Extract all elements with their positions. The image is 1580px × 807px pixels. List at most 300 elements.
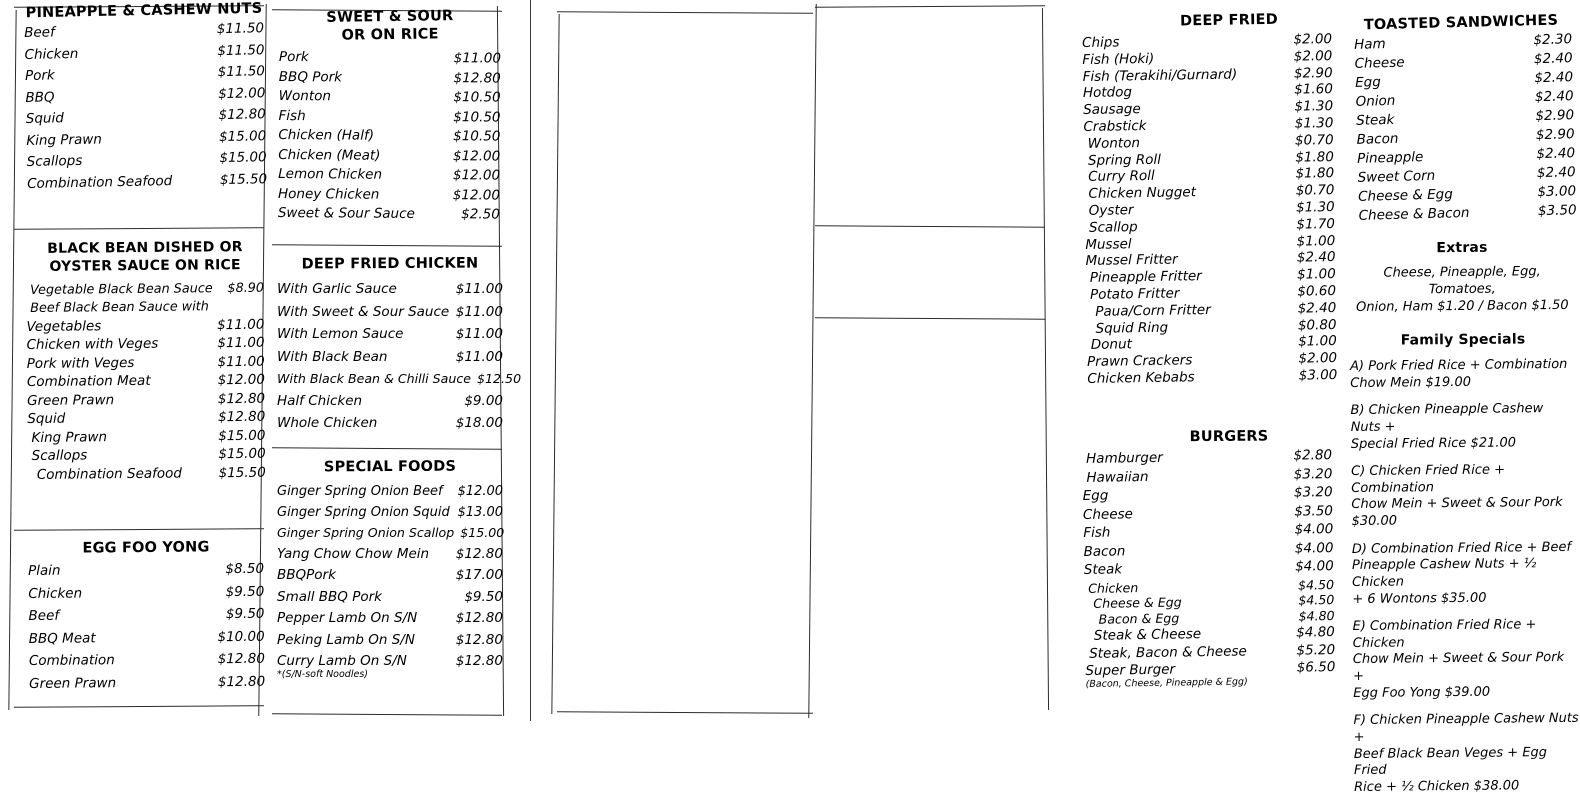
menu-item[interactable] (278, 168, 500, 183)
item-price: $1.80 (1295, 165, 1335, 183)
item-name: Egg (1354, 74, 1382, 92)
section-title: Family Specials (1400, 331, 1526, 349)
item-price: $12.00 (217, 84, 266, 102)
section-title: TOASTED SANDWICHES (1363, 12, 1559, 34)
item-name: Chips (1081, 34, 1120, 52)
item-price: $2.00 (1293, 31, 1333, 48)
section-title: DEEP FRIED (1179, 11, 1279, 30)
item-price: $0.70 (1294, 131, 1334, 149)
item-name: Vegetables (26, 317, 102, 335)
item-name: Hawaiian (1086, 468, 1149, 486)
item-name: Cheese (1082, 505, 1134, 523)
menu-item[interactable] (1082, 465, 1333, 486)
menu-item[interactable] (26, 170, 268, 192)
item-price: $10.00 (217, 628, 265, 645)
item-name: With Garlic Sauce (277, 281, 397, 298)
item-price: $12.80 (453, 69, 501, 87)
item-name: Beef Black Bean Sauce with (30, 299, 209, 316)
family-special-item[interactable]: F) Chicken Pineapple Cashew Nuts + Beef Black Bean Veges + Egg Fried Rice + ½ Chicken $38.00 (1353, 710, 1579, 795)
section-sweet-and-sour (279, 8, 501, 221)
item-name: Steak & Cheese (1093, 626, 1202, 645)
item-name: BBQ Pork (278, 68, 343, 86)
section-special-foods (277, 458, 503, 680)
item-price: $3.20 (1293, 465, 1333, 483)
item-price: $12.80 (455, 653, 503, 670)
menu-item[interactable] (1083, 523, 1333, 540)
menu-item[interactable] (277, 485, 503, 498)
item-price: $2.40 (1533, 50, 1573, 68)
item-price: $12.80 (217, 673, 266, 690)
item-name: Yang Chow Chow Mein (277, 545, 430, 562)
menu-item[interactable] (278, 129, 500, 144)
item-price: $1.70 (1296, 215, 1336, 233)
menu-item[interactable] (26, 127, 267, 149)
item-name: Ginger Spring Onion Beef (277, 484, 443, 500)
page-left-edge (551, 14, 559, 714)
menu-item[interactable] (277, 371, 522, 387)
family-special-item[interactable]: C) Chicken Fried Rice + Combination Chow Mein + Sweet & Sour Pork $30.00 (1351, 462, 1563, 529)
menu-item[interactable] (1082, 449, 1332, 466)
item-price: $2.30 (1533, 31, 1573, 49)
menu-item[interactable] (1087, 369, 1337, 386)
item-name: Pork with Veges (26, 354, 135, 372)
item-name: Combination Meat (26, 372, 151, 391)
item-list (1350, 33, 1577, 223)
menu-item[interactable] (278, 146, 501, 165)
item-name: Fish (1083, 524, 1111, 542)
menu-item[interactable] (277, 328, 503, 342)
menu-page-left (0, 0, 522, 721)
menu-item[interactable] (1354, 204, 1576, 223)
item-name: Onion (1355, 92, 1396, 110)
menu-item[interactable] (26, 108, 266, 126)
item-price: $12.80 (217, 390, 266, 407)
item-price: $4.00 (1295, 558, 1334, 575)
item-price: $13.00 (457, 505, 503, 521)
menu-item[interactable] (277, 527, 503, 540)
item-list (277, 281, 522, 432)
item-name: Prawn Crackers (1086, 352, 1193, 371)
menu-item[interactable] (1350, 52, 1572, 71)
item-name: King Prawn (31, 428, 108, 446)
item-price: $8.90 (227, 280, 265, 297)
item-price: $11.00 (455, 303, 503, 320)
section-title: BURGERS (1189, 428, 1269, 446)
menu-item[interactable] (28, 605, 265, 625)
item-name: Steak (1355, 111, 1395, 129)
top-edge-rule-a (557, 11, 813, 14)
menu-item[interactable] (1084, 594, 1334, 611)
menu-item[interactable] (27, 151, 267, 169)
item-price: $1.00 (1296, 232, 1336, 250)
item-price: $12.50 (477, 371, 522, 387)
item-price: $3.20 (1293, 484, 1333, 501)
item-price: $9.50 (225, 583, 265, 600)
family-specials-list (1350, 356, 1580, 796)
item-price: $12.80 (455, 545, 503, 562)
item-price: $12.00 (452, 186, 501, 204)
menu-item[interactable] (1352, 109, 1574, 128)
item-price: $9.50 (225, 605, 265, 623)
item-name: Combination Seafood (36, 465, 183, 483)
item-price: $12.00 (452, 167, 501, 184)
item-name: Chicken (Half) (278, 127, 375, 144)
item-price: $11.00 (217, 353, 265, 370)
menu-item[interactable] (24, 22, 264, 40)
item-name: BBQ Meat (28, 629, 96, 647)
item-name: Hotdog (1082, 84, 1133, 102)
item-price: $2.90 (1535, 107, 1575, 125)
item-price: $2.40 (1536, 164, 1576, 182)
menu-item[interactable] (25, 65, 265, 83)
section-pineapple-cashew-nuts (23, 0, 268, 192)
item-name: With Black Bean & Chilli Sauce (277, 371, 472, 387)
bottom-edge-rule-a (557, 711, 813, 714)
section-burgers (1082, 428, 1336, 690)
item-price: $12.80 (217, 650, 265, 668)
page-separator (530, 0, 531, 721)
item-name: Chicken (1088, 579, 1139, 596)
item-name: Fish (Hoki) (1082, 50, 1155, 68)
item-name: Crabstick (1083, 118, 1147, 136)
item-name: Pepper Lamb On S/N (277, 610, 418, 627)
column-divider-right-page (808, 4, 816, 718)
item-name: Half Chicken (277, 392, 363, 409)
item-name: Beef (28, 607, 60, 625)
item-name: Honey Chicken (277, 185, 380, 203)
item-name: Cheese & Egg (1357, 186, 1454, 205)
item-name: Fish (278, 107, 306, 124)
menu-item[interactable] (27, 560, 265, 580)
item-price: $15.00 (460, 525, 505, 541)
menu-item[interactable] (277, 588, 503, 605)
menu-item[interactable] (1353, 147, 1575, 166)
menu-item[interactable] (1082, 502, 1334, 523)
item-list (27, 560, 266, 692)
item-price: $11.50 (217, 41, 265, 59)
menu-item[interactable] (1083, 539, 1334, 560)
item-name: Wonton (278, 88, 332, 105)
item-name: Sausage (1083, 101, 1141, 119)
section-footnote: (Bacon, Cheese, Pineapple & Egg) (1085, 676, 1248, 690)
item-name: Mussel Fritter (1085, 252, 1178, 270)
section-deep-fried (1081, 11, 1338, 388)
item-price: $10.50 (453, 128, 501, 145)
item-name: Cheese (1354, 54, 1405, 73)
item-name: Wonton (1087, 135, 1141, 152)
family-special-item[interactable]: D) Combination Fried Rice + Beef Pineapple Cashew Nuts + ½ Chicken + 6 Wontons $35.00 (1351, 539, 1572, 606)
item-name: Scallops (26, 152, 83, 171)
item-price: $12.00 (457, 484, 503, 500)
item-price: $12.80 (455, 610, 503, 627)
item-price: $12.00 (217, 371, 265, 389)
item-price: $12.00 (452, 147, 501, 165)
item-price: $1.00 (1296, 266, 1336, 283)
item-price: $10.50 (453, 89, 501, 106)
item-name: Sweet Corn (1357, 167, 1436, 186)
item-name: Green Prawn (27, 391, 115, 409)
section-family-specials (1350, 331, 1579, 807)
menu-item[interactable] (1085, 641, 1336, 662)
item-name: Pineapple Fritter (1089, 268, 1202, 287)
item-price: $2.80 (1293, 447, 1333, 464)
menu-item[interactable] (24, 41, 265, 63)
item-price: $4.80 (1296, 624, 1335, 642)
item-name: Scallops (31, 447, 88, 465)
item-price: $4.00 (1294, 521, 1334, 538)
menu-item[interactable] (27, 429, 265, 445)
menu-item[interactable] (1084, 560, 1334, 577)
item-name: Chicken Nugget (1088, 184, 1197, 203)
item-name: Ginger Spring Onion Scallop (277, 525, 455, 541)
item-price: $11.50 (217, 63, 266, 81)
item-price: $2.40 (1536, 145, 1576, 163)
left-page-column-b (271, 0, 522, 721)
item-name: Vegetable Black Bean Sauce (29, 281, 213, 298)
section-footnote: *(S/N-soft Noodles) (277, 668, 368, 680)
item-name: Pineapple (1356, 149, 1424, 167)
item-name: Peking Lamb On S/N (277, 631, 415, 648)
menu-item[interactable] (1085, 626, 1335, 643)
family-special-item[interactable]: B) Chicken Pineapple Cashew Nuts + Special Fried Rice $21.00 (1350, 400, 1544, 451)
menu-item[interactable] (26, 371, 265, 391)
menu-item[interactable] (28, 445, 266, 465)
menu-item[interactable] (277, 612, 503, 626)
item-price: $1.30 (1294, 115, 1334, 132)
item-name: Squid (27, 410, 66, 428)
item-name: Squid (25, 110, 65, 128)
item-name: Combination (28, 652, 115, 670)
item-name: Cheese & Egg (1093, 594, 1182, 612)
menu-item[interactable] (27, 408, 266, 428)
item-price: $15.50 (219, 170, 268, 188)
menu-item[interactable] (28, 650, 265, 670)
item-name: Super Burger (1085, 661, 1176, 680)
item-name: Egg (1082, 487, 1109, 505)
menu-item[interactable] (26, 318, 264, 334)
menu-item[interactable] (27, 355, 265, 371)
item-list (1082, 33, 1337, 386)
item-price: $15.50 (218, 464, 266, 481)
item-price: $10.50 (453, 108, 501, 126)
section-deep-fried-chicken (277, 255, 522, 432)
section-title: BLACK BEAN DISHED OR OYSTER SAUCE ON RICE (47, 239, 243, 275)
item-price: $9.00 (464, 392, 503, 409)
item-price: $2.40 (1297, 299, 1337, 317)
family-special-item[interactable]: A) Pork Fried Rice + Combination Chow Mein $19.00 (1350, 356, 1568, 391)
item-price: $4.80 (1298, 607, 1335, 624)
item-name: BBQPork (277, 567, 336, 584)
item-price: $3.00 (1298, 367, 1338, 384)
menu-item[interactable] (26, 334, 265, 354)
item-name: With Sweet & Sour Sauce (277, 303, 450, 320)
item-price: $11.00 (453, 50, 502, 67)
menu-item[interactable] (1351, 71, 1573, 90)
item-name: Hamburger (1085, 449, 1163, 468)
section-toasted-sandwiches (1350, 12, 1577, 224)
section-title: Extras (1436, 239, 1488, 257)
menu-item[interactable] (279, 90, 501, 105)
item-name: Scallop (1088, 219, 1138, 236)
item-price: $15.00 (219, 149, 267, 167)
menu-item[interactable] (277, 506, 503, 519)
item-name: Chicken (Meat) (278, 146, 381, 164)
item-name: Lemon Chicken (278, 166, 383, 183)
item-name: Ham (1353, 36, 1386, 54)
item-price: $11.00 (455, 348, 503, 365)
menu-item[interactable] (1352, 128, 1574, 147)
menu-item[interactable] (1354, 185, 1576, 204)
item-name: Squid Ring (1095, 319, 1169, 337)
item-list (277, 485, 503, 680)
menu-item[interactable] (278, 107, 501, 126)
menu-item[interactable] (26, 280, 265, 298)
section-egg-foo-yong (28, 539, 264, 691)
menu-item[interactable] (1350, 33, 1572, 52)
menu-item[interactable] (277, 185, 501, 204)
menu-item[interactable] (27, 392, 265, 408)
item-name: Chicken with Veges (26, 335, 159, 354)
item-price: $1.30 (1294, 98, 1334, 115)
item-list (278, 51, 501, 222)
item-price: $6.50 (1296, 659, 1336, 677)
item-price: $5.20 (1296, 641, 1336, 659)
menu-item[interactable] (277, 631, 503, 648)
menu-item[interactable] (278, 68, 501, 87)
item-name: Oyster (1088, 202, 1134, 220)
item-price: $0.60 (1297, 283, 1337, 300)
item-price: $1.00 (1298, 333, 1337, 351)
extras-description: Cheese, Pineapple, Egg, Tomatoes, Onion, Ham $1.20 / Bacon $1.50 (1356, 263, 1569, 315)
item-price: $17.00 (455, 567, 503, 584)
item-price: $15.00 (218, 445, 266, 463)
item-price: $2.00 (1293, 47, 1333, 65)
menu-item[interactable] (277, 303, 503, 320)
left-page-column-a (8, 0, 270, 721)
item-name: Curry Lamb On S/N (277, 653, 407, 670)
menu-item[interactable] (1353, 166, 1575, 185)
item-price: $4.50 (1298, 592, 1335, 608)
menu-page-right (533, 0, 1579, 795)
top-edge-rule-b (815, 5, 1045, 7)
item-price: $2.50 (461, 206, 500, 223)
menu-item[interactable] (277, 417, 503, 431)
item-price: $3.50 (1537, 202, 1577, 220)
menu-item[interactable] (28, 585, 264, 601)
menu-item[interactable] (1351, 90, 1573, 109)
menu-item[interactable] (25, 84, 266, 106)
item-price: $11.00 (217, 334, 265, 352)
item-name: Mussel (1085, 235, 1132, 253)
item-price: $15.00 (218, 427, 266, 444)
item-name: Pork (278, 49, 309, 66)
menu-item[interactable] (277, 545, 503, 562)
item-name: Sweet & Sour Sauce (277, 205, 415, 223)
item-price: $9.50 (464, 588, 503, 605)
item-price: $12.80 (455, 631, 503, 648)
item-name: Bacon & Egg (1098, 610, 1180, 627)
item-price: $11.50 (216, 20, 265, 38)
item-price: $1.80 (1295, 148, 1335, 166)
item-name: Bacon (1356, 130, 1399, 148)
item-price: $3.00 (1537, 183, 1577, 201)
item-name: BBQ (25, 89, 55, 106)
item-name: Beef (23, 24, 55, 42)
section-title: PINEAPPLE & CASHEW NUTS (25, 0, 263, 22)
menu-item[interactable] (29, 630, 265, 646)
item-price: $0.80 (1297, 316, 1337, 334)
menu-item[interactable] (1083, 486, 1333, 503)
item-list (26, 280, 266, 483)
menu-item[interactable] (277, 348, 503, 365)
item-price: $3.50 (1294, 502, 1334, 520)
item-price: $1.30 (1295, 199, 1335, 216)
menu-item[interactable] (28, 466, 266, 482)
item-price: $11.00 (217, 316, 265, 333)
section-extras (1350, 240, 1574, 316)
menu-item-continuation (26, 301, 264, 316)
section-divider-extras-family (815, 317, 1045, 319)
item-price: $8.50 (225, 560, 265, 578)
item-price: $11.00 (455, 326, 503, 343)
item-list (24, 22, 267, 191)
right-page-column-b (1346, 0, 1579, 795)
menu-item[interactable] (278, 207, 500, 222)
menu-item[interactable] (277, 655, 503, 669)
section-title: DEEP FRIED CHICKEN (301, 255, 479, 273)
item-name: With Black Bean (277, 348, 388, 365)
item-price: $2.40 (1296, 249, 1336, 267)
item-name: Chicken (28, 585, 83, 602)
page-right-edge (1042, 8, 1049, 710)
menu-item[interactable] (29, 675, 265, 691)
item-price: $2.90 (1535, 126, 1575, 144)
item-list (1082, 449, 1336, 690)
item-price: $2.00 (1298, 350, 1338, 367)
family-special-item[interactable]: E) Combination Fried Rice + Chicken Chow Mein + Sweet & Sour Pork + Egg Foo Yong $39.00 (1352, 616, 1565, 701)
item-name: Steak, Bacon & Cheese (1089, 643, 1247, 662)
item-price: $2.90 (1293, 64, 1333, 82)
item-price: $1.60 (1294, 81, 1333, 99)
item-name: Chicken (24, 45, 79, 63)
right-page-column-a (1074, 0, 1346, 721)
item-name: Plain (27, 562, 61, 580)
menu-item[interactable] (1085, 607, 1335, 627)
item-name: Chicken Kebabs (1087, 369, 1195, 388)
item-price: $12.80 (218, 106, 266, 124)
menu-item[interactable] (277, 392, 503, 409)
item-name: Fish (Terakihi/Gurnard) (1082, 66, 1238, 85)
menu-item[interactable] (277, 569, 503, 583)
section-black-bean-oyster-sauce (26, 240, 264, 482)
item-name: With Lemon Sauce (277, 326, 404, 343)
menu-item[interactable] (1084, 576, 1335, 596)
item-price: $18.00 (455, 415, 503, 432)
item-name: Bacon (1083, 542, 1126, 560)
item-name: Paua/Corn Fritter (1095, 301, 1211, 320)
item-price: $2.40 (1534, 88, 1574, 106)
item-name: Potato Fritter (1089, 285, 1180, 303)
menu-item[interactable] (277, 283, 503, 297)
item-price: $4.00 (1294, 539, 1334, 557)
item-name: Curry Roll (1088, 168, 1155, 186)
item-price: $11.00 (455, 281, 503, 298)
item-name: Combination Seafood (26, 172, 173, 192)
section-divider-sandwiches-extras (815, 225, 1045, 227)
item-name: Pork (24, 67, 55, 85)
item-name: Steak (1083, 561, 1123, 579)
menu-item[interactable] (279, 51, 501, 66)
